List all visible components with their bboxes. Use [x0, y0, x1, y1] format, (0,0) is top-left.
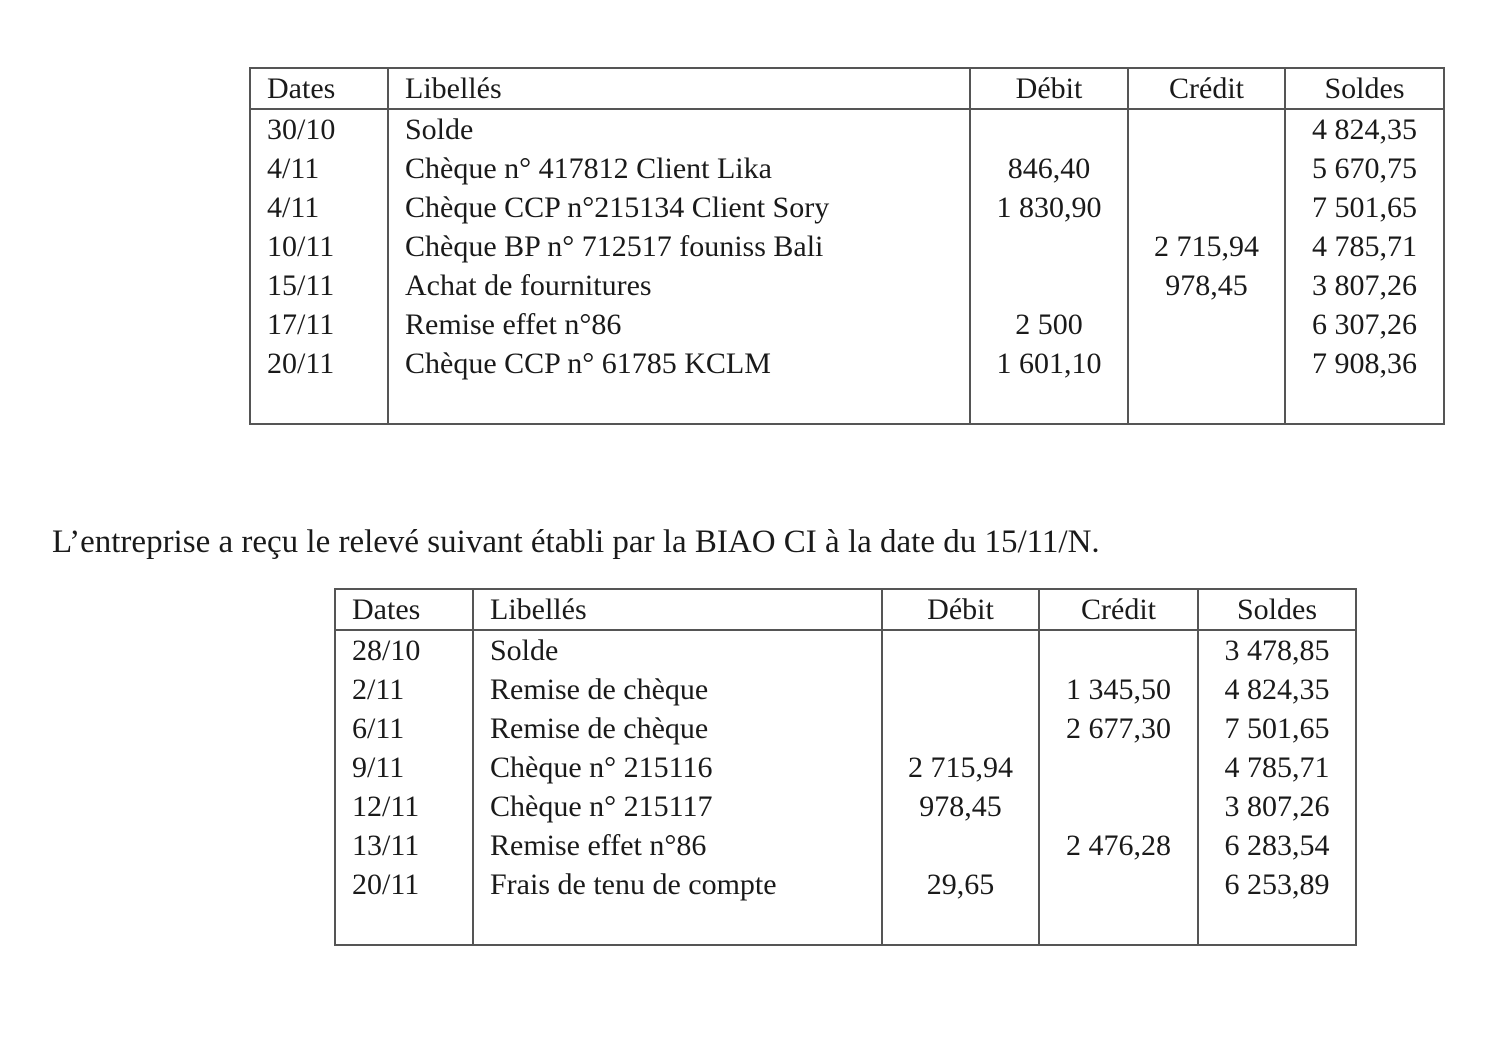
cell-debit: [882, 630, 1039, 670]
cell-libelle: Remise effet n°86: [388, 305, 970, 344]
cell-date: 4/11: [250, 188, 388, 227]
cell-solde: 6 253,89: [1198, 865, 1356, 904]
cell-libelle: Frais de tenu de compte: [473, 865, 882, 904]
cell-credit: [1128, 149, 1285, 188]
table-row: [335, 630, 1356, 670]
cell-libelle: Chèque n° 417812 Client Lika: [388, 149, 970, 188]
cell-credit: 2 476,28: [1039, 826, 1198, 865]
cell-credit: 978,45: [1128, 266, 1285, 305]
cell-solde: 7 501,65: [1285, 188, 1444, 227]
column-header-soldes: Soldes: [1285, 68, 1444, 109]
cell-date: 4/11: [250, 149, 388, 188]
cell-solde: 3 478,85: [1198, 630, 1356, 670]
cell-debit: 29,65: [882, 865, 1039, 904]
column-header-debit: Débit: [882, 589, 1039, 630]
table-row: [250, 305, 1444, 344]
empty-cell: [335, 904, 473, 945]
cell-solde: 4 824,35: [1198, 670, 1356, 709]
cell-libelle: Chèque CCP n° 61785 KCLM: [388, 344, 970, 383]
cell-date: 15/11: [250, 266, 388, 305]
column-header-credit: Crédit: [1128, 68, 1285, 109]
table-row: [335, 748, 1356, 787]
table-row: [335, 826, 1356, 865]
cell-libelle: Solde: [388, 109, 970, 149]
empty-cell: [473, 904, 882, 945]
table-row: [250, 344, 1444, 383]
cell-date: 12/11: [335, 787, 473, 826]
table-empty-row: [250, 383, 1444, 424]
cell-credit: 1 345,50: [1039, 670, 1198, 709]
cell-credit: [1039, 748, 1198, 787]
cell-credit: [1039, 787, 1198, 826]
cell-credit: [1128, 109, 1285, 149]
table-row: [250, 149, 1444, 188]
cell-debit: [970, 227, 1128, 266]
cell-credit: [1039, 630, 1198, 670]
empty-cell: [970, 383, 1128, 424]
cell-credit: 2 677,30: [1039, 709, 1198, 748]
column-header-dates: Dates: [335, 589, 473, 630]
cell-solde: 7 908,36: [1285, 344, 1444, 383]
table-empty-row: [335, 904, 1356, 945]
cell-solde: 4 785,71: [1198, 748, 1356, 787]
cell-debit: [882, 670, 1039, 709]
cell-libelle: Chèque BP n° 712517 founiss Bali: [388, 227, 970, 266]
table-row: [335, 787, 1356, 826]
table-row: [250, 227, 1444, 266]
column-header-libelles: Libellés: [473, 589, 882, 630]
cell-debit: 1 830,90: [970, 188, 1128, 227]
cell-solde: 4 824,35: [1285, 109, 1444, 149]
table-row: [250, 188, 1444, 227]
cell-libelle: Chèque CCP n°215134 Client Sory: [388, 188, 970, 227]
empty-cell: [1039, 904, 1198, 945]
cell-date: 6/11: [335, 709, 473, 748]
empty-cell: [1128, 383, 1285, 424]
cell-date: 17/11: [250, 305, 388, 344]
cell-solde: 4 785,71: [1285, 227, 1444, 266]
column-header-libelles: Libellés: [388, 68, 970, 109]
cell-debit: 978,45: [882, 787, 1039, 826]
cell-libelle: Remise effet n°86: [473, 826, 882, 865]
table-header-row: [335, 589, 1356, 630]
cell-solde: 3 807,26: [1198, 787, 1356, 826]
cell-date: 10/11: [250, 227, 388, 266]
empty-cell: [250, 383, 388, 424]
company-ledger-table: [249, 67, 1445, 425]
cell-solde: 7 501,65: [1198, 709, 1356, 748]
empty-cell: [882, 904, 1039, 945]
cell-debit: [970, 266, 1128, 305]
column-header-credit: Crédit: [1039, 589, 1198, 630]
cell-solde: 3 807,26: [1285, 266, 1444, 305]
empty-cell: [1285, 383, 1444, 424]
cell-date: 13/11: [335, 826, 473, 865]
table-row: [250, 109, 1444, 149]
cell-debit: [882, 709, 1039, 748]
cell-libelle: Chèque n° 215116: [473, 748, 882, 787]
cell-date: 28/10: [335, 630, 473, 670]
column-header-soldes: Soldes: [1198, 589, 1356, 630]
cell-debit: 2 715,94: [882, 748, 1039, 787]
bank-statement-table: [334, 588, 1357, 946]
intro-paragraph: L’entreprise a reçu le relevé suivant établi par la BIAO CI à la date du 15/11/N.: [52, 524, 1100, 560]
table-row: [335, 670, 1356, 709]
cell-libelle: Remise de chèque: [473, 670, 882, 709]
column-header-dates: Dates: [250, 68, 388, 109]
cell-date: 30/10: [250, 109, 388, 149]
cell-credit: [1128, 305, 1285, 344]
empty-cell: [1198, 904, 1356, 945]
table-row: [335, 709, 1356, 748]
cell-solde: 6 283,54: [1198, 826, 1356, 865]
cell-credit: 2 715,94: [1128, 227, 1285, 266]
cell-libelle: Achat de fournitures: [388, 266, 970, 305]
cell-debit: [970, 109, 1128, 149]
cell-debit: 846,40: [970, 149, 1128, 188]
cell-libelle: Chèque n° 215117: [473, 787, 882, 826]
cell-debit: 1 601,10: [970, 344, 1128, 383]
cell-date: 20/11: [335, 865, 473, 904]
cell-date: 9/11: [335, 748, 473, 787]
cell-solde: 5 670,75: [1285, 149, 1444, 188]
cell-libelle: Remise de chèque: [473, 709, 882, 748]
cell-date: 2/11: [335, 670, 473, 709]
cell-debit: 2 500: [970, 305, 1128, 344]
cell-libelle: Solde: [473, 630, 882, 670]
column-header-debit: Débit: [970, 68, 1128, 109]
table-row: [250, 266, 1444, 305]
table-row: [335, 865, 1356, 904]
cell-date: 20/11: [250, 344, 388, 383]
cell-credit: [1128, 188, 1285, 227]
cell-debit: [882, 826, 1039, 865]
table-header-row: [250, 68, 1444, 109]
cell-credit: [1128, 344, 1285, 383]
cell-credit: [1039, 865, 1198, 904]
cell-solde: 6 307,26: [1285, 305, 1444, 344]
empty-cell: [388, 383, 970, 424]
